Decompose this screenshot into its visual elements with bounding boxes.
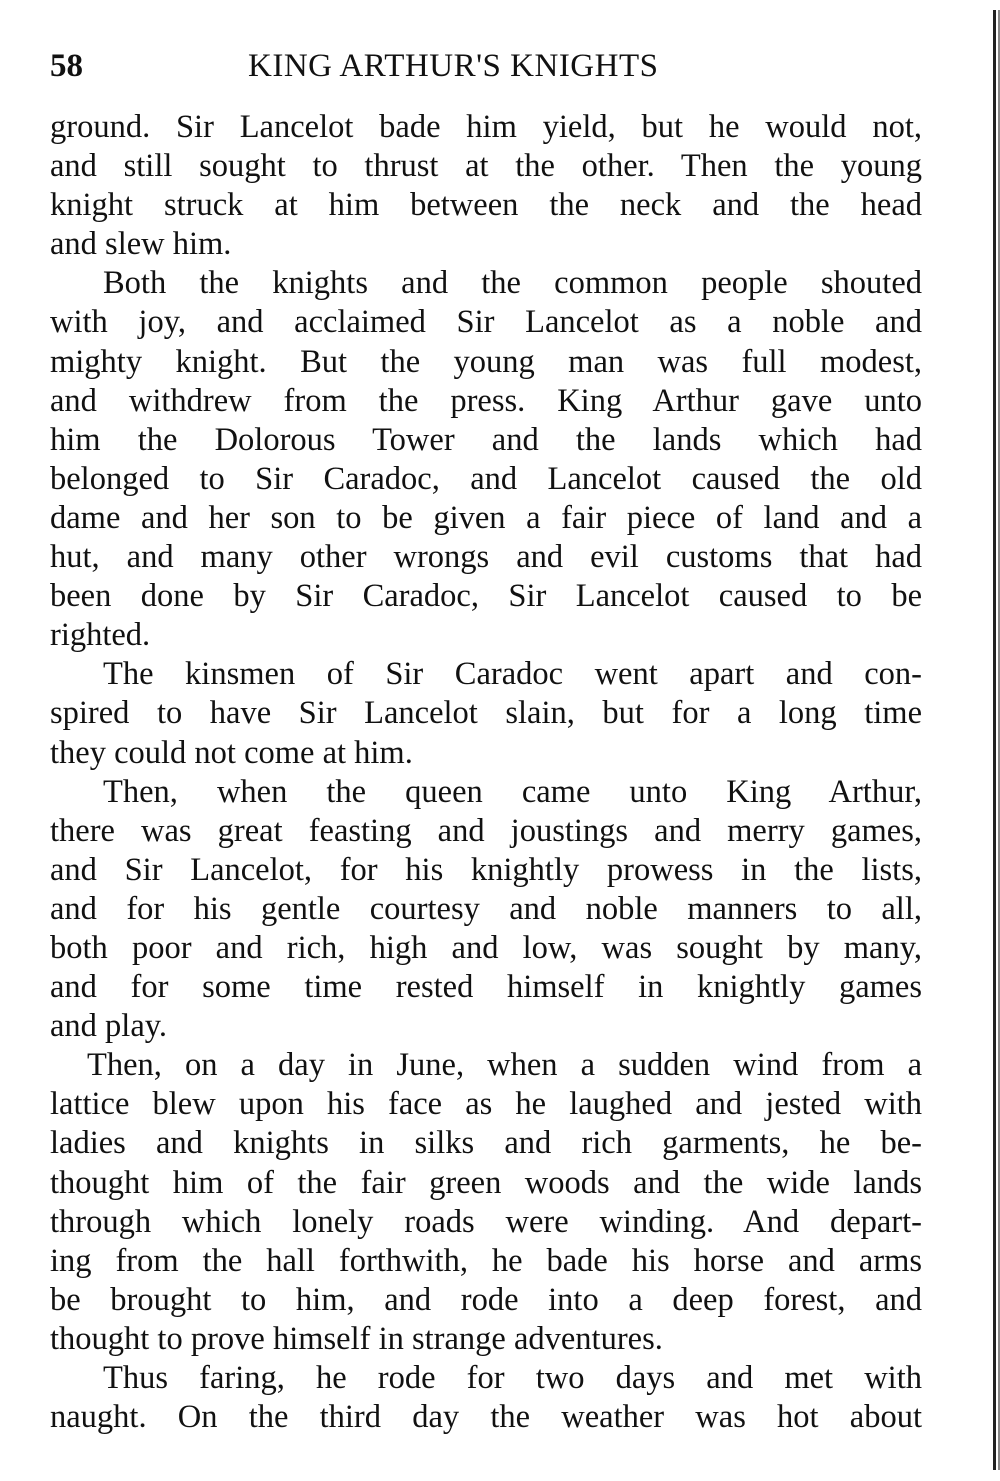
- text-line: naught. On the third day the weather was hot about: [50, 1399, 922, 1436]
- text-line: hut, and many other wrongs and evil customs that had: [50, 539, 922, 576]
- running-head: [50, 44, 920, 88]
- page-number: 58: [50, 48, 83, 84]
- text-line: with joy, and acclaimed Sir Lancelot as a noble and: [50, 304, 922, 341]
- text-line: thought to prove himself in strange adventures.: [50, 1320, 663, 1357]
- text-line: and Sir Lancelot, for his knightly prowess in the lists,: [50, 851, 922, 888]
- text-line: spired to have Sir Lancelot slain, but for a long time: [50, 695, 922, 732]
- text-line: lattice blew upon his face as he laughed and jested with: [50, 1086, 922, 1123]
- text-line: and slew him.: [50, 226, 232, 263]
- text-line: and withdrew from the press. King Arthur gave unto: [50, 382, 922, 419]
- text-line: dame and her son to be given a fair piece of land and a: [50, 499, 922, 536]
- text-line: through which lonely roads were winding. And depart-: [50, 1203, 922, 1240]
- paragraph-first-line: Then, when the queen came unto King Arthur,: [103, 773, 922, 810]
- text-line: both poor and rich, high and low, was sought by many,: [50, 929, 922, 966]
- paragraph-first-line: Both the knights and the common people shouted: [103, 265, 922, 302]
- text-line: there was great feasting and joustings and merry games,: [50, 812, 922, 849]
- text-line: belonged to Sir Caradoc, and Lancelot caused the old: [50, 460, 922, 497]
- page-edge-shadow: [993, 10, 996, 1470]
- text-line: mighty knight. But the young man was full modest,: [50, 343, 922, 380]
- text-line: be brought to him, and rode into a deep forest, and: [50, 1281, 922, 1318]
- text-line: him the Dolorous Tower and the lands which had: [50, 421, 922, 458]
- text-line: knight struck at him between the neck and the head: [50, 187, 922, 224]
- paragraph-first-line: The kinsmen of Sir Caradoc went apart and con-: [103, 656, 922, 693]
- text-line: ing from the hall forthwith, he bade his horse and arms: [50, 1242, 922, 1279]
- book-title: KING ARTHUR'S KNIGHTS: [248, 48, 659, 84]
- text-line: ground. Sir Lancelot bade him yield, but he would not,: [50, 109, 922, 145]
- body-text: [50, 108, 922, 1437]
- text-line: and play.: [50, 1008, 168, 1045]
- text-line: and for some time rested himself in knightly games: [50, 969, 922, 1006]
- text-line: been done by Sir Caradoc, Sir Lancelot caused to be: [50, 578, 922, 615]
- text-line: ladies and knights in silks and rich garments, he be-: [50, 1125, 922, 1162]
- text-line: and still sought to thrust at the other. Then the young: [50, 148, 922, 185]
- text-line: they could not come at him.: [50, 734, 413, 771]
- text-line: and for his gentle courtesy and noble manners to all,: [50, 890, 922, 927]
- text-line: righted.: [50, 617, 151, 654]
- text-line: thought him of the fair green woods and the wide lands: [50, 1164, 922, 1201]
- paragraph-first-line: Thus faring, he rode for two days and met with: [103, 1360, 922, 1396]
- paragraph-first-line: Then, on a day in June, when a sudden wind from a: [87, 1047, 922, 1084]
